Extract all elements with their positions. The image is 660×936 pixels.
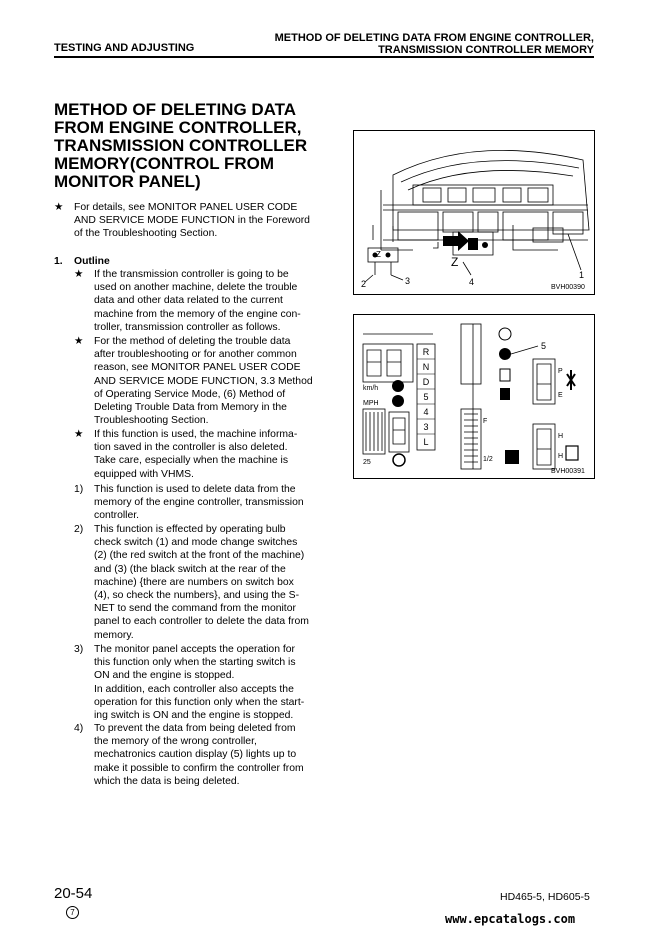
page-number: 20-54 <box>54 885 93 902</box>
text-line: tion saved in the controller is also deleted. <box>94 442 288 454</box>
section-heading <box>54 255 110 268</box>
text-line: operation for this function only when the start- <box>94 696 305 708</box>
label-z-small: Z <box>376 250 381 259</box>
fuel-icon <box>505 450 519 464</box>
text-line: AND SERVICE MODE FUNCTION in the Foreword <box>74 215 310 227</box>
text-line: machine) {there are numbers on switch box <box>94 576 294 588</box>
body-text-column <box>54 201 334 801</box>
header-title-line-1: METHOD OF DELETING DATA FROM ENGINE CONTROLLER, <box>274 32 594 44</box>
text-line: Deleting Trouble Data from Memory in the <box>94 402 287 414</box>
text-line: which the data is being deleted. <box>94 775 240 787</box>
text-line: (4), so check the numbers}, and using the S- <box>94 590 300 602</box>
title-line: MEMORY(CONTROL FROM <box>54 154 275 173</box>
figure-code: BVH00390 <box>551 284 585 291</box>
title-line: TRANSMISSION CONTROLLER <box>54 136 308 155</box>
text-line: For the method of deleting the trouble data <box>94 336 291 347</box>
title-line: MONITOR PANEL) <box>54 172 201 191</box>
text-line: Troubleshooting Section. <box>94 415 209 427</box>
gear-letter: D <box>422 377 430 387</box>
callout-4: 4 <box>469 277 475 287</box>
text-line: memory of the engine controller, transmission <box>94 497 304 509</box>
figure-dashboard-drawing <box>353 130 595 295</box>
label-f: F <box>483 418 488 425</box>
text-line: mechatronics caution display (5) lights up to <box>94 749 297 761</box>
callout-3: 3 <box>405 276 411 286</box>
item-number: 2) <box>74 524 84 535</box>
title-line: METHOD OF DELETING DATA <box>54 100 297 119</box>
section-number: 1. <box>54 256 63 267</box>
text-line: check switch (1) and mode change switches <box>94 537 298 549</box>
label-h1: H <box>558 433 564 440</box>
watermark-url: www.epcatalogs.com <box>445 912 576 926</box>
text-line: machine from the memory of the engine con- <box>94 308 301 320</box>
lamp-icon-filled <box>500 388 510 400</box>
text-line: ON and the engine is stopped. <box>94 670 235 682</box>
text-line: troller, transmission controller as follows. <box>94 321 281 333</box>
figure-code: BVH00391 <box>551 468 585 475</box>
gear-letter: 3 <box>423 422 429 432</box>
unit-mph: MPH <box>363 400 379 407</box>
text-line: of Operating Service Mode, (6) Method of <box>94 388 286 400</box>
star-marker: ★ <box>74 429 84 440</box>
text-line: (2) (the red switch at the front of the machine) <box>94 550 305 562</box>
gear-letter: L <box>423 437 429 447</box>
text-line: panel to each controller to delete the data from <box>94 616 309 628</box>
figure-monitor-panel <box>353 314 595 479</box>
gear-letter: R <box>422 347 430 357</box>
header-rule <box>54 56 594 58</box>
text-line: The monitor panel accepts the operation for <box>94 644 296 655</box>
text-line: For details, see MONITOR PANEL USER CODE <box>74 202 298 213</box>
text-line: of the Troubleshooting Section. <box>74 228 218 240</box>
gear-letter: 5 <box>423 392 429 402</box>
item-number: 1) <box>74 484 84 495</box>
label-e: E <box>558 392 563 399</box>
caution-lamp-icon <box>499 348 511 360</box>
mph-indicator-icon <box>392 395 404 407</box>
item-number: 3) <box>74 644 84 655</box>
text-line: NET to send the command from the monitor <box>94 603 296 615</box>
revision-circle: 7 <box>66 906 79 919</box>
star-marker: ★ <box>54 202 64 213</box>
label-z-big: Z <box>451 255 459 269</box>
text-line: after troubleshooting or for another common <box>94 349 297 361</box>
text-line: make it possible to confirm the controller from <box>94 762 304 774</box>
text-line: ing switch is ON and the engine is stopped. <box>94 710 294 722</box>
text-line: This function is effected by operating bulb <box>94 524 286 535</box>
text-line: equipped with VHMS. <box>94 468 194 480</box>
text-line: Take care, especially when the machine is <box>94 455 289 467</box>
star-marker: ★ <box>74 336 84 347</box>
callout-2: 2 <box>361 279 367 289</box>
text-line: If this function is used, the machine informa- <box>94 429 298 440</box>
header-section-title: TESTING AND ADJUSTING <box>54 42 195 54</box>
label-p: P <box>558 368 563 375</box>
kmh-indicator-icon <box>392 380 404 392</box>
text-line: AND SERVICE MODE FUNCTION, 3.3 Method <box>94 375 313 387</box>
callout-5: 5 <box>541 341 547 351</box>
item-number: 4) <box>74 723 84 734</box>
model-name: HD465-5, HD605-5 <box>500 891 590 903</box>
text-line: memory. <box>94 629 134 641</box>
text-line: In addition, each controller also accepts the <box>94 683 294 695</box>
text-line: this function only when the starting switch is <box>94 657 296 669</box>
label-h2: H <box>558 453 564 460</box>
page-title <box>54 101 334 191</box>
callout-1: 1 <box>579 270 585 280</box>
label-half: 1/2 <box>483 456 493 463</box>
title-line: FROM ENGINE CONTROLLER, <box>54 118 302 137</box>
text-line: This function is used to delete data from the <box>94 484 296 495</box>
text-line: controller. <box>94 510 140 522</box>
scale-25: 25 <box>363 459 371 466</box>
text-line: and (3) (the black switch at the rear of the <box>94 563 286 575</box>
text-line: used on another machine, delete the trouble <box>94 282 298 294</box>
text-line: reason, see MONITOR PANEL USER CODE <box>94 362 301 374</box>
text-line: the memory of the wrong controller, <box>94 736 257 748</box>
text-line: If the transmission controller is going to be <box>94 269 289 280</box>
unit-kmh: km/h <box>363 385 379 392</box>
header-title-line-2: TRANSMISSION CONTROLLER MEMORY <box>378 44 594 56</box>
gear-letter: 4 <box>423 407 429 417</box>
star-marker: ★ <box>74 269 84 280</box>
section-title: Outline <box>74 256 110 267</box>
header-document-title <box>275 32 594 56</box>
text-line: To prevent the data from being deleted from <box>94 723 296 734</box>
text-line: data and other data related to the current <box>94 295 283 307</box>
gear-letter: N <box>422 362 430 372</box>
